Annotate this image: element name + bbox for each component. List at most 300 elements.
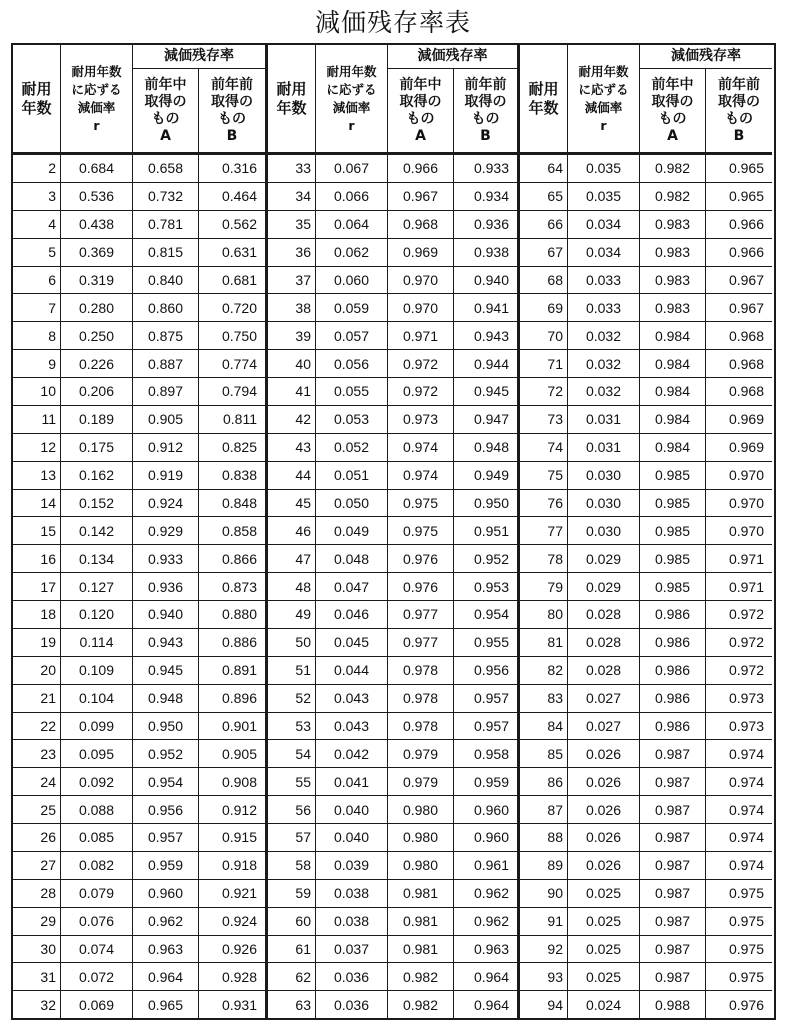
cell-residual-a: 0.986 <box>640 713 706 740</box>
cell-useful-life: 94 <box>520 991 568 1018</box>
cell-useful-life: 73 <box>520 406 568 433</box>
cell-useful-life: 7 <box>13 294 61 321</box>
cell-useful-life: 92 <box>520 936 568 963</box>
table-row <box>520 713 772 741</box>
cell-residual-a: 0.948 <box>133 685 199 712</box>
table-header <box>268 45 517 155</box>
cell-residual-a: 0.980 <box>388 796 454 823</box>
cell-residual-b: 0.921 <box>221 885 257 902</box>
cell-useful-life: 93 <box>520 963 568 990</box>
cell-depreciation-rate: 0.142 <box>61 517 133 544</box>
cell-residual-b: 0.966 <box>728 216 764 233</box>
cell-residual-b: 0.944 <box>473 355 509 372</box>
cell-residual-a: 0.905 <box>133 406 199 433</box>
cell-residual-b: 0.720 <box>221 299 257 316</box>
depreciation-table <box>11 43 776 1020</box>
cell-depreciation-rate: 0.134 <box>61 545 133 572</box>
cell-residual-a: 0.986 <box>640 601 706 628</box>
cell-residual-a: 0.987 <box>640 824 706 851</box>
cell-residual-a: 0.964 <box>133 963 199 990</box>
cell-depreciation-rate: 0.072 <box>61 963 133 990</box>
cell-residual-b: 0.974 <box>728 745 764 762</box>
cell-residual-a: 0.956 <box>133 796 199 823</box>
table-row <box>13 629 265 657</box>
cell-useful-life: 65 <box>520 183 568 210</box>
cell-residual-b: 0.947 <box>473 411 509 428</box>
cell-residual-a: 0.967 <box>388 183 454 210</box>
cell-residual-a: 0.987 <box>640 936 706 963</box>
cell-useful-life: 19 <box>13 629 61 656</box>
cell-depreciation-rate: 0.026 <box>568 740 640 767</box>
cell-useful-life: 52 <box>268 685 316 712</box>
table-row <box>520 796 772 824</box>
table-row <box>268 601 517 629</box>
cell-residual-a: 0.986 <box>640 629 706 656</box>
cell-residual-b: 0.933 <box>473 160 509 177</box>
cell-depreciation-rate: 0.026 <box>568 768 640 795</box>
cell-useful-life: 58 <box>268 852 316 879</box>
cell-residual-a: 0.959 <box>133 852 199 879</box>
cell-depreciation-rate: 0.045 <box>316 629 388 656</box>
cell-residual-a: 0.936 <box>133 573 199 600</box>
cell-residual-a: 0.976 <box>388 573 454 600</box>
cell-residual-a: 0.974 <box>388 462 454 489</box>
cell-residual-a: 0.945 <box>133 657 199 684</box>
cell-depreciation-rate: 0.026 <box>568 852 640 879</box>
cell-residual-a: 0.986 <box>640 657 706 684</box>
cell-useful-life: 76 <box>520 490 568 517</box>
cell-residual-a: 0.982 <box>388 991 454 1018</box>
cell-residual-a: 0.966 <box>388 155 454 182</box>
cell-depreciation-rate: 0.051 <box>316 462 388 489</box>
cell-useful-life: 24 <box>13 768 61 795</box>
cell-useful-life: 9 <box>13 350 61 377</box>
table-row <box>13 796 265 824</box>
cell-depreciation-rate: 0.031 <box>568 434 640 461</box>
table-row <box>268 908 517 936</box>
cell-residual-a: 0.987 <box>640 963 706 990</box>
cell-useful-life: 54 <box>268 740 316 767</box>
cell-useful-life: 36 <box>268 239 316 266</box>
cell-depreciation-rate: 0.684 <box>61 155 133 182</box>
cell-residual-b: 0.948 <box>473 439 509 456</box>
cell-useful-life: 87 <box>520 796 568 823</box>
cell-residual-b: 0.972 <box>728 606 764 623</box>
cell-residual-b: 0.964 <box>473 996 509 1013</box>
cell-depreciation-rate: 0.039 <box>316 852 388 879</box>
table-row <box>268 963 517 991</box>
cell-residual-b: 0.464 <box>221 188 257 205</box>
cell-useful-life: 74 <box>520 434 568 461</box>
cell-residual-b: 0.972 <box>728 662 764 679</box>
cell-depreciation-rate: 0.104 <box>61 685 133 712</box>
cell-residual-a: 0.973 <box>388 406 454 433</box>
cell-residual-b: 0.974 <box>728 829 764 846</box>
cell-depreciation-rate: 0.028 <box>568 657 640 684</box>
cell-residual-b: 0.934 <box>473 188 509 205</box>
header-residual-rate-label: 減価残存率 <box>388 45 517 69</box>
cell-residual-a: 0.929 <box>133 517 199 544</box>
cell-residual-b: 0.943 <box>473 327 509 344</box>
table-row <box>13 211 265 239</box>
cell-residual-b: 0.971 <box>728 578 764 595</box>
header-col-b: 前年前 取得の もの B <box>211 76 253 144</box>
cell-depreciation-rate: 0.109 <box>61 657 133 684</box>
header-col-a: 前年中 取得の もの A <box>640 69 706 152</box>
table-row <box>268 378 517 406</box>
cell-depreciation-rate: 0.059 <box>316 294 388 321</box>
cell-residual-a: 0.970 <box>388 294 454 321</box>
cell-residual-a: 0.887 <box>133 350 199 377</box>
cell-residual-a: 0.940 <box>133 601 199 628</box>
table-row <box>520 657 772 685</box>
table-row <box>13 434 265 462</box>
table-row <box>268 183 517 211</box>
table-header <box>13 45 265 155</box>
cell-depreciation-rate: 0.319 <box>61 267 133 294</box>
cell-residual-b: 0.954 <box>473 606 509 623</box>
cell-residual-b: 0.966 <box>728 244 764 261</box>
table-row <box>520 211 772 239</box>
cell-useful-life: 42 <box>268 406 316 433</box>
cell-depreciation-rate: 0.044 <box>316 657 388 684</box>
cell-residual-b: 0.562 <box>221 216 257 233</box>
cell-depreciation-rate: 0.032 <box>568 350 640 377</box>
cell-residual-b: 0.973 <box>728 690 764 707</box>
cell-residual-a: 0.840 <box>133 267 199 294</box>
cell-useful-life: 13 <box>13 462 61 489</box>
table-row <box>13 378 265 406</box>
table-row <box>520 740 772 768</box>
table-row <box>268 406 517 434</box>
table-row <box>13 350 265 378</box>
cell-residual-b: 0.965 <box>728 160 764 177</box>
table-row <box>520 601 772 629</box>
cell-residual-b: 0.886 <box>221 634 257 651</box>
cell-residual-b: 0.968 <box>728 383 764 400</box>
cell-useful-life: 49 <box>268 601 316 628</box>
cell-useful-life: 4 <box>13 211 61 238</box>
cell-residual-a: 0.987 <box>640 768 706 795</box>
cell-residual-b: 0.915 <box>221 829 257 846</box>
cell-residual-b: 0.631 <box>221 244 257 261</box>
cell-depreciation-rate: 0.069 <box>61 991 133 1018</box>
cell-useful-life: 71 <box>520 350 568 377</box>
header-col-b: 前年前 取得の もの B <box>464 76 507 144</box>
table-row <box>520 183 772 211</box>
table-row <box>520 880 772 908</box>
cell-depreciation-rate: 0.053 <box>316 406 388 433</box>
cell-residual-a: 0.987 <box>640 852 706 879</box>
table-row <box>268 434 517 462</box>
table-row <box>520 267 772 295</box>
cell-residual-a: 0.919 <box>133 462 199 489</box>
cell-useful-life: 5 <box>13 239 61 266</box>
cell-depreciation-rate: 0.067 <box>316 155 388 182</box>
cell-depreciation-rate: 0.092 <box>61 768 133 795</box>
table-row <box>13 880 265 908</box>
table-row <box>13 239 265 267</box>
cell-useful-life: 37 <box>268 267 316 294</box>
cell-useful-life: 68 <box>520 267 568 294</box>
cell-useful-life: 72 <box>520 378 568 405</box>
cell-useful-life: 25 <box>13 796 61 823</box>
cell-residual-b: 0.838 <box>221 467 257 484</box>
cell-residual-b: 0.794 <box>221 383 257 400</box>
table-row <box>268 768 517 796</box>
cell-depreciation-rate: 0.047 <box>316 573 388 600</box>
cell-residual-b: 0.970 <box>728 467 764 484</box>
cell-residual-b: 0.960 <box>473 801 509 818</box>
cell-residual-a: 0.984 <box>640 350 706 377</box>
cell-useful-life: 43 <box>268 434 316 461</box>
cell-residual-a: 0.781 <box>133 211 199 238</box>
cell-residual-b: 0.953 <box>473 578 509 595</box>
cell-useful-life: 90 <box>520 880 568 907</box>
cell-useful-life: 59 <box>268 880 316 907</box>
cell-depreciation-rate: 0.076 <box>61 908 133 935</box>
cell-residual-b: 0.880 <box>221 606 257 623</box>
cell-depreciation-rate: 0.027 <box>568 685 640 712</box>
cell-residual-b: 0.931 <box>221 996 257 1013</box>
table-row <box>13 908 265 936</box>
cell-residual-a: 0.875 <box>133 322 199 349</box>
table-row <box>268 852 517 880</box>
cell-useful-life: 79 <box>520 573 568 600</box>
cell-useful-life: 86 <box>520 768 568 795</box>
cell-useful-life: 11 <box>13 406 61 433</box>
cell-useful-life: 20 <box>13 657 61 684</box>
cell-residual-b: 0.681 <box>221 271 257 288</box>
cell-residual-a: 0.980 <box>388 824 454 851</box>
cell-depreciation-rate: 0.033 <box>568 294 640 321</box>
table-row <box>13 740 265 768</box>
cell-useful-life: 53 <box>268 713 316 740</box>
cell-depreciation-rate: 0.250 <box>61 322 133 349</box>
cell-depreciation-rate: 0.074 <box>61 936 133 963</box>
table-row <box>268 936 517 964</box>
cell-depreciation-rate: 0.095 <box>61 740 133 767</box>
table-body <box>268 155 517 1018</box>
table-row <box>13 852 265 880</box>
cell-depreciation-rate: 0.042 <box>316 740 388 767</box>
cell-residual-b: 0.858 <box>221 522 257 539</box>
cell-useful-life: 27 <box>13 852 61 879</box>
cell-useful-life: 29 <box>13 908 61 935</box>
cell-useful-life: 67 <box>520 239 568 266</box>
cell-useful-life: 16 <box>13 545 61 572</box>
table-row <box>13 155 265 183</box>
cell-depreciation-rate: 0.438 <box>61 211 133 238</box>
cell-residual-b: 0.750 <box>221 327 257 344</box>
cell-residual-a: 0.982 <box>640 183 706 210</box>
cell-residual-a: 0.815 <box>133 239 199 266</box>
cell-residual-b: 0.866 <box>221 550 257 567</box>
table-row <box>268 713 517 741</box>
table-row <box>13 713 265 741</box>
table-row <box>520 768 772 796</box>
table-row <box>13 601 265 629</box>
cell-residual-b: 0.971 <box>728 550 764 567</box>
table-row <box>520 852 772 880</box>
cell-depreciation-rate: 0.048 <box>316 545 388 572</box>
header-col-a: 前年中 取得の もの A <box>388 69 454 152</box>
cell-residual-a: 0.978 <box>388 685 454 712</box>
cell-residual-b: 0.958 <box>473 745 509 762</box>
cell-residual-b: 0.964 <box>473 968 509 985</box>
cell-residual-a: 0.977 <box>388 629 454 656</box>
cell-depreciation-rate: 0.085 <box>61 824 133 851</box>
cell-residual-a: 0.952 <box>133 740 199 767</box>
cell-residual-b: 0.962 <box>473 913 509 930</box>
header-useful-life-years: 耐用 年数 <box>13 45 61 152</box>
cell-depreciation-rate: 0.060 <box>316 267 388 294</box>
cell-useful-life: 32 <box>13 991 61 1018</box>
table-row <box>268 796 517 824</box>
cell-residual-a: 0.975 <box>388 490 454 517</box>
cell-residual-b: 0.918 <box>221 857 257 874</box>
cell-depreciation-rate: 0.064 <box>316 211 388 238</box>
cell-useful-life: 40 <box>268 350 316 377</box>
cell-residual-b: 0.963 <box>473 940 509 957</box>
cell-depreciation-rate: 0.025 <box>568 936 640 963</box>
cell-residual-a: 0.933 <box>133 545 199 572</box>
table-row <box>13 490 265 518</box>
table-row <box>268 350 517 378</box>
cell-residual-b: 0.940 <box>473 271 509 288</box>
cell-residual-a: 0.982 <box>640 155 706 182</box>
table-row <box>520 155 772 183</box>
cell-depreciation-rate: 0.026 <box>568 796 640 823</box>
cell-residual-b: 0.975 <box>728 885 764 902</box>
cell-depreciation-rate: 0.152 <box>61 490 133 517</box>
cell-residual-b: 0.956 <box>473 662 509 679</box>
cell-residual-a: 0.912 <box>133 434 199 461</box>
cell-residual-b: 0.924 <box>221 913 257 930</box>
cell-residual-a: 0.732 <box>133 183 199 210</box>
cell-useful-life: 3 <box>13 183 61 210</box>
cell-useful-life: 38 <box>268 294 316 321</box>
cell-depreciation-rate: 0.088 <box>61 796 133 823</box>
table-row <box>268 211 517 239</box>
cell-residual-a: 0.971 <box>388 322 454 349</box>
cell-depreciation-rate: 0.032 <box>568 322 640 349</box>
cell-residual-a: 0.985 <box>640 490 706 517</box>
cell-depreciation-rate: 0.032 <box>568 378 640 405</box>
cell-residual-a: 0.988 <box>640 991 706 1018</box>
cell-depreciation-rate: 0.030 <box>568 490 640 517</box>
table-row <box>13 517 265 545</box>
table-body <box>13 155 265 1018</box>
cell-depreciation-rate: 0.056 <box>316 350 388 377</box>
table-row <box>268 573 517 601</box>
cell-depreciation-rate: 0.099 <box>61 713 133 740</box>
cell-depreciation-rate: 0.369 <box>61 239 133 266</box>
cell-residual-a: 0.972 <box>388 350 454 377</box>
cell-residual-a: 0.979 <box>388 768 454 795</box>
cell-depreciation-rate: 0.035 <box>568 155 640 182</box>
cell-residual-b: 0.976 <box>728 996 764 1013</box>
table-row <box>268 294 517 322</box>
cell-depreciation-rate: 0.082 <box>61 852 133 879</box>
cell-residual-a: 0.980 <box>388 852 454 879</box>
cell-residual-b: 0.941 <box>473 299 509 316</box>
header-col-a: 前年中 取得の もの A <box>133 69 199 152</box>
cell-residual-a: 0.983 <box>640 267 706 294</box>
table-panel <box>265 45 517 1018</box>
table-row <box>520 824 772 852</box>
cell-residual-b: 0.974 <box>728 857 764 874</box>
cell-residual-b: 0.936 <box>473 216 509 233</box>
header-residual-subcolumns <box>388 69 517 152</box>
table-row <box>520 322 772 350</box>
table-row <box>520 406 772 434</box>
cell-residual-b: 0.972 <box>728 634 764 651</box>
cell-useful-life: 50 <box>268 629 316 656</box>
table-row <box>268 545 517 573</box>
cell-residual-b: 0.974 <box>728 801 764 818</box>
cell-residual-b: 0.908 <box>221 773 257 790</box>
cell-depreciation-rate: 0.036 <box>316 991 388 1018</box>
cell-residual-a: 0.860 <box>133 294 199 321</box>
cell-residual-a: 0.981 <box>388 880 454 907</box>
cell-useful-life: 78 <box>520 545 568 572</box>
cell-useful-life: 12 <box>13 434 61 461</box>
cell-residual-b: 0.968 <box>728 355 764 372</box>
table-row <box>13 322 265 350</box>
cell-useful-life: 6 <box>13 267 61 294</box>
cell-residual-a: 0.984 <box>640 406 706 433</box>
cell-residual-a: 0.968 <box>388 211 454 238</box>
cell-depreciation-rate: 0.079 <box>61 880 133 907</box>
header-residual-subcolumns <box>640 69 772 152</box>
cell-residual-a: 0.977 <box>388 601 454 628</box>
cell-residual-a: 0.974 <box>388 434 454 461</box>
cell-depreciation-rate: 0.040 <box>316 824 388 851</box>
cell-residual-b: 0.926 <box>221 940 257 957</box>
cell-residual-b: 0.975 <box>728 913 764 930</box>
header-depreciation-rate: 耐用年数 に応ずる 減価率 r <box>316 45 388 152</box>
table-row <box>520 685 772 713</box>
cell-depreciation-rate: 0.031 <box>568 406 640 433</box>
cell-useful-life: 26 <box>13 824 61 851</box>
cell-residual-a: 0.957 <box>133 824 199 851</box>
table-row <box>268 239 517 267</box>
cell-useful-life: 62 <box>268 963 316 990</box>
header-useful-life-years: 耐用 年数 <box>268 45 316 152</box>
cell-residual-b: 0.962 <box>473 885 509 902</box>
cell-depreciation-rate: 0.049 <box>316 517 388 544</box>
table-row <box>13 685 265 713</box>
cell-residual-a: 0.965 <box>133 991 199 1018</box>
cell-depreciation-rate: 0.041 <box>316 768 388 795</box>
cell-residual-a: 0.984 <box>640 322 706 349</box>
cell-useful-life: 28 <box>13 880 61 907</box>
cell-useful-life: 57 <box>268 824 316 851</box>
cell-residual-a: 0.954 <box>133 768 199 795</box>
cell-useful-life: 10 <box>13 378 61 405</box>
cell-residual-b: 0.975 <box>728 968 764 985</box>
cell-useful-life: 82 <box>520 657 568 684</box>
cell-depreciation-rate: 0.030 <box>568 462 640 489</box>
header-useful-life-years: 耐用 年数 <box>520 45 568 152</box>
table-row <box>13 294 265 322</box>
table-row <box>268 740 517 768</box>
cell-residual-a: 0.658 <box>133 155 199 182</box>
cell-residual-b: 0.316 <box>221 160 257 177</box>
cell-useful-life: 51 <box>268 657 316 684</box>
cell-residual-a: 0.950 <box>133 713 199 740</box>
